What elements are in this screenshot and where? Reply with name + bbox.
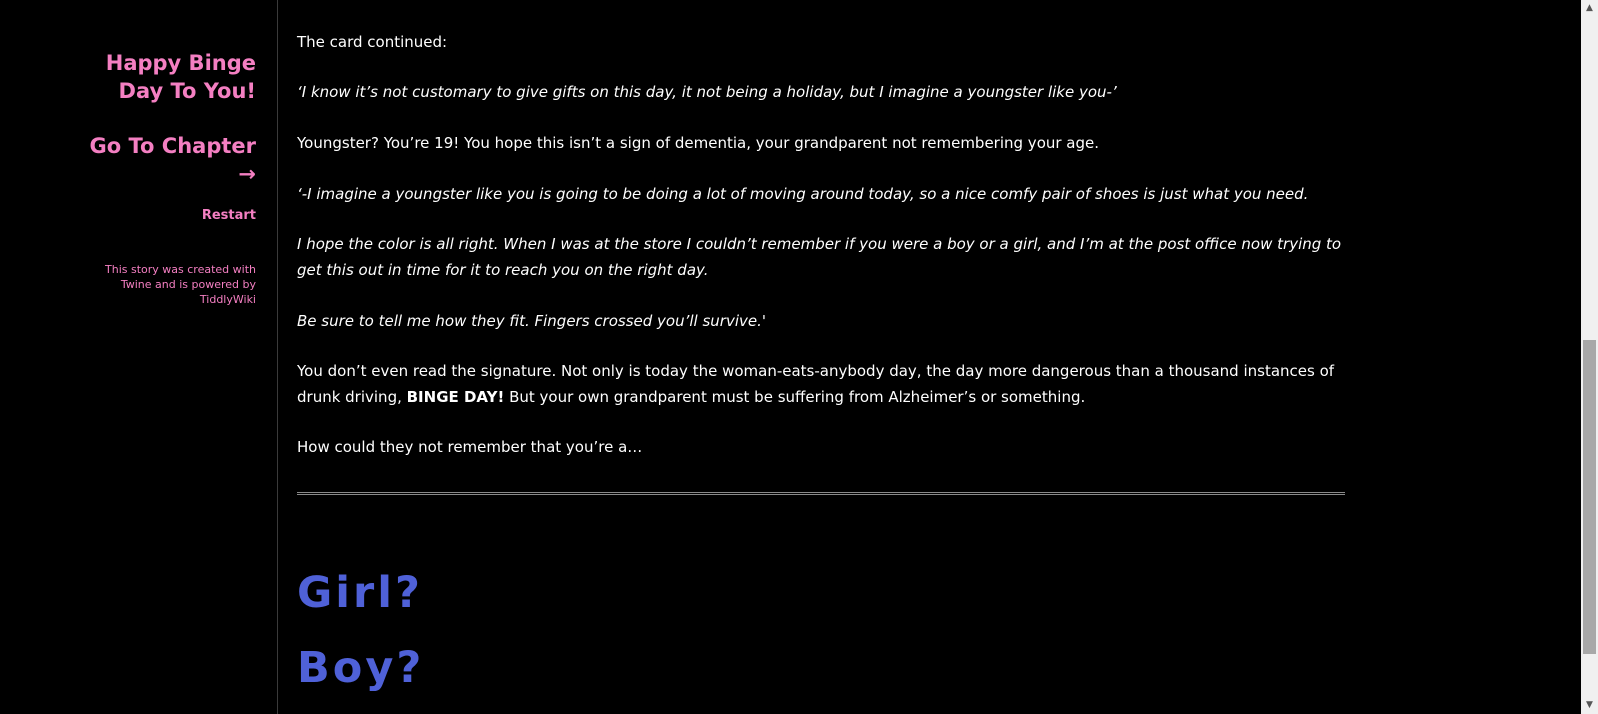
paragraph-signature — [297, 358, 1345, 410]
choice-girl-link[interactable]: Girl? — [297, 568, 423, 618]
paragraph-card-text-1: ‘I know it’s not customary to give gifts on this day, it not being a holiday, but I imagine a youngster like you-’ — [297, 83, 1117, 101]
restart-link[interactable]: Restart — [201, 208, 256, 223]
scrollbar[interactable] — [1581, 0, 1598, 714]
credits-text: This story was created with Twine and is powered by TiddlyWiki — [105, 263, 256, 306]
paragraph-card-text-4: Be sure to tell me how they fit. Fingers crossed you’ll survive.' — [297, 312, 767, 330]
paragraph-card-text-2: ‘-I imagine a youngster like you is going to be doing a lot of moving around today, so a nice comfy pair of shoes is just what you need. — [297, 185, 1309, 203]
choice-boy-link[interactable]: Boy? — [297, 643, 425, 693]
paragraph-remember: How could they not remember that you’re a… — [297, 438, 643, 456]
scroll-thumb[interactable] — [1583, 340, 1596, 654]
binge-day-emphasis: BINGE DAY! — [406, 388, 505, 406]
scroll-down-icon[interactable]: ▼ — [1586, 700, 1593, 710]
sidebar — [0, 0, 278, 714]
paragraph-card-continued: The card continued: — [297, 33, 448, 51]
divider — [297, 492, 1345, 495]
paragraph-signature-text-2: But your own grandparent must be suffering from Alzheimer’s or something. — [504, 388, 1086, 406]
story-title: Happy Binge Day To You! — [105, 51, 256, 103]
paragraph-youngster: Youngster? You’re 19! You hope this isn’t a sign of dementia, your grandparent not remembering your age. — [297, 134, 1100, 152]
go-to-chapter-label: Go To Chapter — [89, 134, 256, 158]
arrow-right-icon: → — [238, 162, 256, 186]
go-to-chapter-link[interactable] — [56, 132, 256, 188]
paragraph-card-text-3: I hope the color is all right. When I was at the store I couldn’t remember if you were a boy or a girl, and I’m at the post office now trying to get this out in time for it to reach you on the right day. — [297, 235, 1342, 279]
scroll-up-icon[interactable]: ▲ — [1586, 3, 1593, 13]
paragraph-signature-text-1: You don’t even read the signature. Not only is today the woman-eats-anybody day, the day more dangerous than a thousand instances of drunk driving, — [297, 362, 1335, 406]
